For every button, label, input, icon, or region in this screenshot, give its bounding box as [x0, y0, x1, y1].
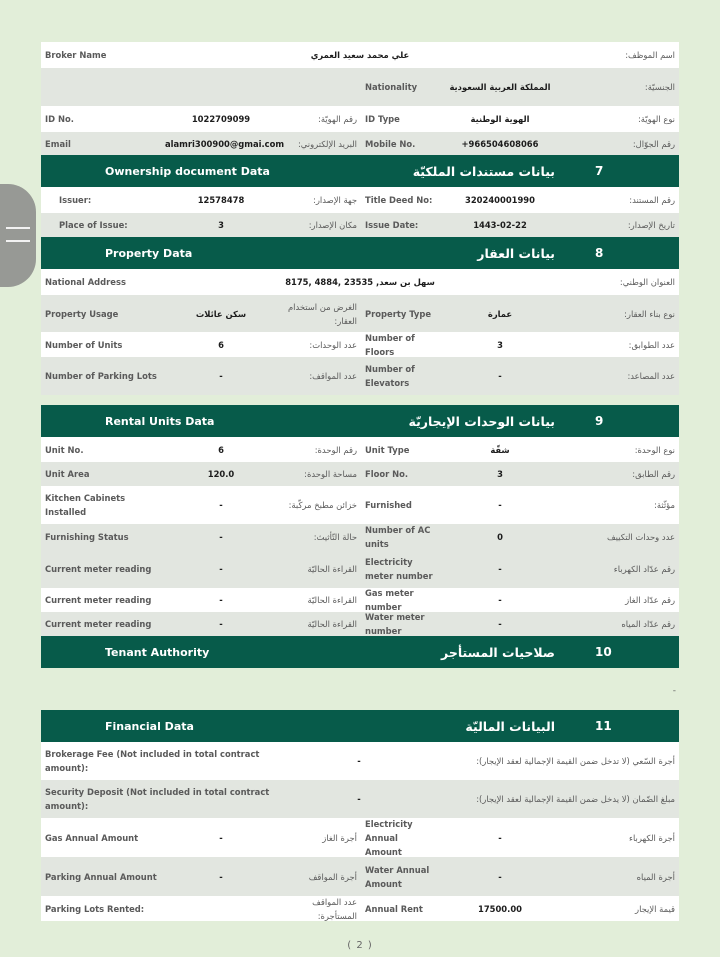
label-ar: رقم الطابق:: [632, 469, 675, 479]
label-en: Water Annual Amount: [365, 864, 430, 889]
table-row: [41, 213, 679, 237]
label-en: Issuer:: [59, 195, 92, 205]
table-row: [41, 486, 679, 524]
electricity-annual-value: -: [498, 832, 502, 843]
label-en: Title Deed No:: [365, 195, 433, 205]
label-ar: جهة الإصدار:: [313, 195, 357, 205]
table-row: [41, 462, 679, 486]
label-en: Annual Rent: [365, 903, 423, 914]
table-row: [41, 612, 679, 636]
furnishing-status-value: -: [219, 531, 223, 542]
section-header-tenant-authority: [41, 636, 679, 668]
gas-reading-value: -: [219, 595, 223, 605]
table-row: [41, 357, 679, 395]
kitchen-cabinets-value: -: [219, 500, 223, 510]
label-ar: أجرة المواقف: [308, 871, 357, 882]
label-en: Furnished: [365, 500, 412, 510]
section-title-en: Rental Units Data: [105, 414, 215, 428]
label-ar: الغرض من استخدام العقار:: [287, 301, 357, 326]
label-ar: نوع بناء العقار:: [624, 308, 675, 319]
brokerage-fee-value: -: [357, 756, 361, 766]
table-row: [41, 780, 679, 818]
label-en: Security Deposit (Not included in total contract amount):: [45, 787, 270, 811]
table-row: [41, 896, 679, 921]
label-en: Number of Floors: [365, 332, 415, 357]
label-ar: اسم الموظف:: [625, 50, 675, 60]
section-header-ownership: [41, 155, 679, 187]
label-en: Issue Date:: [365, 220, 419, 230]
label-en: ID No.: [45, 114, 74, 124]
label-ar: العنوان الوطني:: [619, 277, 675, 287]
label-ar: قيمة الإيجار: [635, 903, 675, 914]
section-number: 7: [595, 164, 604, 178]
label-en: Property Usage: [45, 308, 119, 319]
label-ar: عدد وحدات التكييف: [606, 531, 675, 542]
label-ar: رقم عدّاد المياه: [621, 619, 675, 629]
floors-value: 3: [497, 339, 503, 350]
elevators-value: -: [498, 371, 502, 381]
table-row: [41, 524, 679, 549]
label-en: Electricity meter number: [365, 556, 433, 581]
label-en: Place of Issue:: [59, 220, 128, 230]
table-row: [41, 742, 679, 780]
parking-annual-value: -: [219, 871, 223, 882]
label-en: Nationality: [365, 82, 418, 92]
section-header-financial: [41, 710, 679, 742]
label-en: Electricity Annual Amount: [365, 818, 413, 857]
label-ar: القراءة الحاليّة: [307, 619, 357, 629]
label-ar: حالة التّأثيث:: [313, 531, 357, 542]
section-number: 9: [595, 414, 604, 428]
label-ar: عدد الطوابق:: [628, 339, 675, 350]
section-title-en: Tenant Authority: [105, 645, 210, 659]
id-row: [41, 106, 679, 132]
electricity-meter-value: -: [498, 563, 502, 574]
label-en: Number of Units: [45, 339, 123, 350]
label-ar: مؤثّثة:: [654, 500, 675, 510]
table-row: [41, 818, 679, 857]
section-title-ar: بيانات العقار: [477, 245, 555, 261]
label-en: Number of AC units: [365, 524, 431, 549]
label-en: National Address: [45, 277, 126, 287]
nationality-row: [41, 68, 679, 106]
label-ar: رقم عدّاد الغاز: [625, 595, 675, 605]
water-meter-value: -: [498, 619, 502, 629]
label-ar: الجنسيّة:: [644, 82, 675, 92]
label-en: Gas Annual Amount: [45, 832, 139, 843]
section-header-property: [41, 237, 679, 269]
label-ar: رقم المستند:: [629, 195, 675, 205]
label-ar: مبلغ الضّمان (لا يدخل ضمن القيمة الإجمالية لعقد الإيجار):: [476, 794, 675, 804]
label-en: Email: [45, 138, 71, 149]
ac-units-value: 0: [497, 531, 503, 542]
page-number: ( 2 ): [347, 940, 373, 951]
mobile-value: +966504608066: [461, 138, 539, 149]
units-value: 6: [218, 339, 224, 350]
id-type-value: الهوية الوطنية: [470, 114, 530, 124]
label-ar: القراءة الحاليّة: [307, 563, 357, 574]
label-ar: خزائن مطبخ مركّبة:: [288, 500, 357, 510]
section-header-rental-units: [41, 405, 679, 437]
section-title-en: Ownership document Data: [105, 164, 270, 178]
label-en: Unit Type: [365, 444, 410, 455]
label-en: Brokerage Fee (Not included in total contract amount):: [45, 749, 260, 773]
label-ar: رقم الجوّال:: [632, 138, 675, 149]
broker-name-value: علي محمد سعيد العمري: [310, 50, 410, 60]
label-ar: رقم الهويّة:: [318, 114, 357, 124]
security-deposit-value: -: [357, 794, 361, 804]
label-ar: البريد الإلكتروني:: [297, 138, 357, 149]
label-en: Parking Lots Rented:: [45, 903, 145, 914]
label-en: Parking Annual Amount: [45, 871, 157, 882]
annual-rent-value: 17500.00: [478, 903, 522, 914]
label-en: Property Type: [365, 308, 432, 319]
title-deed-value: 320240001990: [465, 195, 535, 205]
gas-annual-value: -: [219, 832, 223, 843]
label-ar: نوع الوحدة:: [634, 444, 675, 455]
label-ar: أجرة الكهرباء: [629, 832, 675, 843]
section-title-ar: بيانات مستندات الملكيّة: [412, 163, 555, 179]
nationality-value: المملكة العربية السعودية: [449, 82, 551, 92]
issuer-value: 12578478: [197, 195, 245, 205]
label-en: Current meter reading: [45, 595, 152, 605]
side-menu-handle[interactable]: [0, 184, 36, 287]
unit-type-value: شقّة: [490, 444, 510, 455]
section-title-en: Financial Data: [105, 719, 194, 733]
spacer: [41, 668, 679, 710]
label-ar: أجرة الغاز: [322, 832, 357, 843]
label-ar: أجرة السّعي (لا تدخل ضمن القيمة الإجمالية لعقد الإيجار):: [476, 756, 675, 766]
contract-page: [41, 42, 679, 921]
email-value: alamri300900@gmai.com: [165, 138, 285, 149]
water-reading-value: -: [219, 619, 223, 629]
table-row: [41, 549, 679, 588]
broker-name-row: [41, 42, 679, 68]
label-ar: عدد الوحدات:: [309, 339, 357, 350]
label-en: Unit No.: [45, 444, 84, 455]
label-ar: تاريخ الإصدار:: [627, 220, 675, 230]
label-en: Furnishing Status: [45, 531, 129, 542]
section-number: 11: [595, 719, 612, 733]
tenant-authority-value: -: [672, 686, 676, 696]
label-ar: رقم الوحدة:: [314, 444, 357, 455]
water-annual-value: -: [498, 871, 502, 882]
place-of-issue-value: 3: [218, 220, 224, 230]
label-en: ID Type: [365, 114, 400, 124]
furnished-value: -: [498, 500, 502, 510]
section-number: 10: [595, 645, 612, 659]
property-usage-value: سكن عائلات: [195, 308, 247, 319]
table-row: [41, 187, 679, 213]
property-type-value: عمارة: [487, 308, 513, 319]
label-ar: نوع الهويّة:: [637, 114, 675, 124]
national-address-value: 8175, 4884, 23535 ,سهل بن سعد: [285, 277, 435, 287]
label-en: Floor No.: [365, 469, 409, 479]
national-address-row: [41, 269, 679, 295]
label-en: Gas meter number: [365, 588, 414, 612]
unit-area-value: 120.0: [207, 469, 235, 479]
label-ar: عدد المواقف المستأجرة:: [312, 896, 357, 921]
label-en: Current meter reading: [45, 563, 152, 574]
label-en: Unit Area: [45, 469, 90, 479]
table-row: [41, 332, 679, 357]
label-ar: عدد المواقف:: [309, 371, 357, 381]
issue-date-value: 1443-02-22: [473, 220, 527, 230]
label-en: Water meter number: [365, 612, 425, 636]
table-row: [41, 857, 679, 896]
id-number-value: 1022709099: [191, 114, 251, 124]
section-title-ar: البيانات الماليّة: [465, 718, 555, 734]
label-en: Number of Elevators: [365, 364, 415, 388]
floor-no-value: 3: [497, 469, 503, 479]
table-row: [41, 437, 679, 462]
table-row: [41, 295, 679, 332]
parking-lots-value: -: [219, 371, 223, 381]
label-en: Number of Parking Lots: [45, 371, 157, 381]
label-ar: رقم عدّاد الكهرباء: [613, 563, 675, 574]
unit-no-value: 6: [218, 444, 224, 455]
label-ar: القراءة الحاليّة: [307, 595, 357, 605]
table-row: [41, 588, 679, 612]
label-en: Current meter reading: [45, 619, 152, 629]
section-title-ar: صلاحيات المستأجر: [441, 644, 555, 660]
label-ar: مكان الإصدار:: [308, 220, 357, 230]
label-ar: أجرة المياه: [636, 871, 675, 882]
spacer: [41, 395, 679, 405]
label-en: Kitchen Cabinets Installed: [45, 493, 126, 517]
label-en: Mobile No.: [365, 138, 416, 149]
section-number: 8: [595, 246, 604, 260]
label-ar: عدد المصاعد:: [627, 371, 675, 381]
gas-meter-value: -: [498, 595, 502, 605]
label-ar: مساحة الوحدة:: [304, 469, 357, 479]
section-title-ar: بيانات الوحدات الإيجاريّة: [408, 413, 555, 429]
electricity-reading-value: -: [219, 563, 223, 574]
label-en: Broker Name: [45, 50, 107, 60]
section-title-en: Property Data: [105, 246, 193, 260]
contact-row: [41, 132, 679, 155]
